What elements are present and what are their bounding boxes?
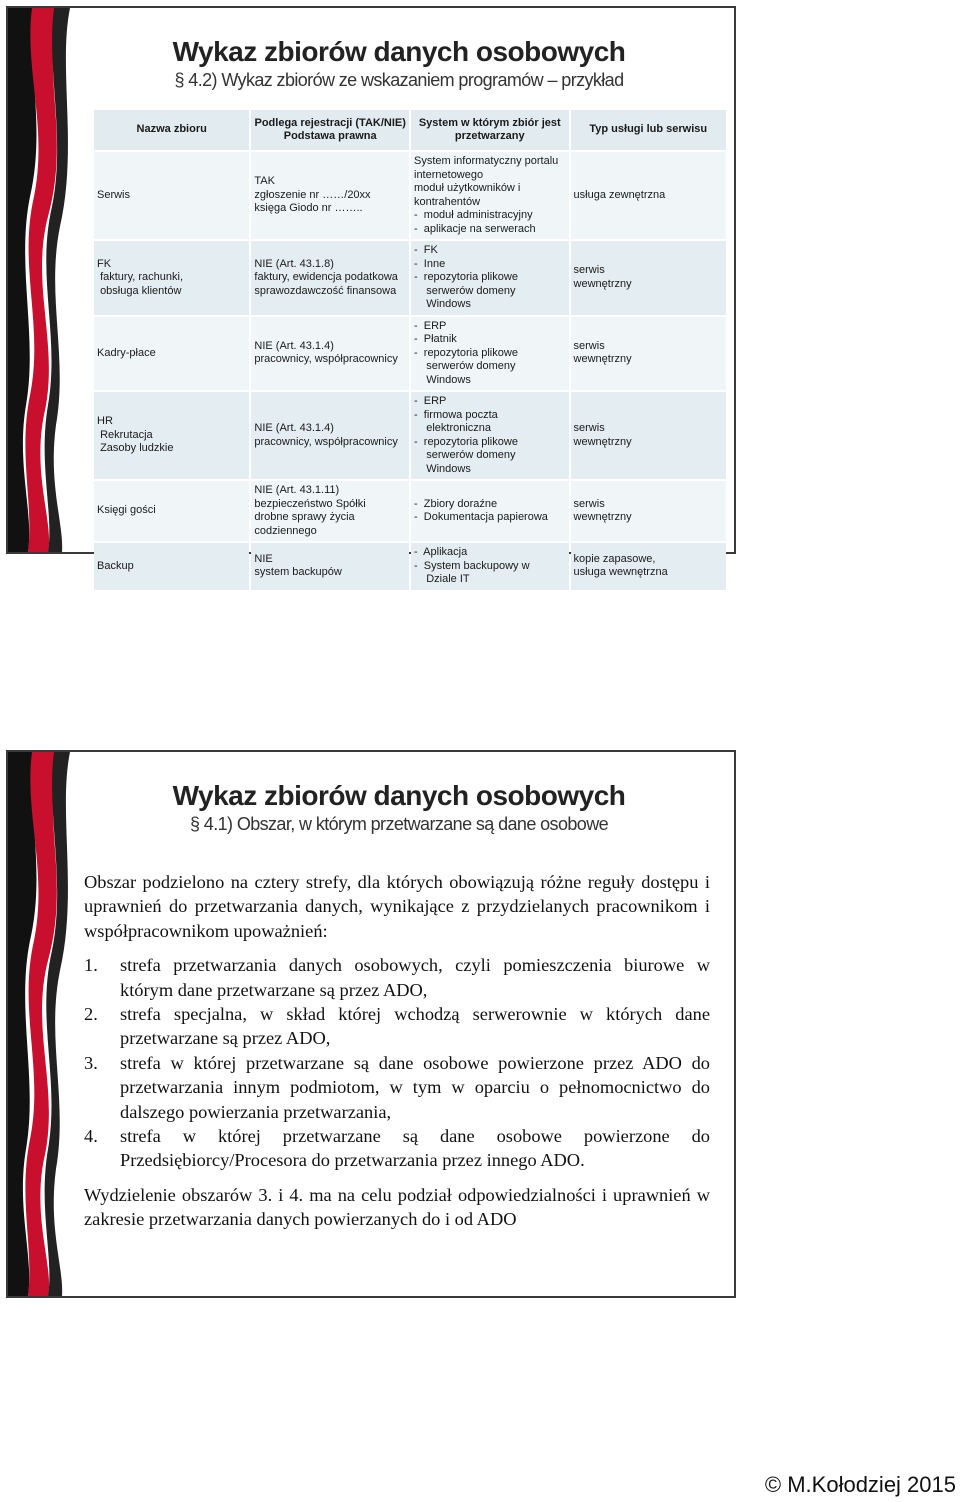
list-item: 3. strefa w której przetwarzane są dane osobowe powierzone przez ADO do przetwarzania innym podmiotom, w tym w oparciu o pełnomocnictwo do dalszego powierzania przetwarzania,	[84, 1052, 710, 1122]
cell-registration: NIE (Art. 43.1.4) pracownicy, współpracownicy	[251, 392, 409, 479]
cell-system: - ERP - firmowa poczta elektroniczna - repozytoria plikowe serwerów domeny Windows	[411, 392, 569, 479]
outro-paragraph: Wydzielenie obszarów 3. i 4. ma na celu podział odpowiedzialności i uprawnień w zakresie przetwarzania danych powierzanych do i od ADO	[84, 1184, 710, 1230]
cell-service-type: usługa zewnętrzna	[571, 152, 726, 239]
cell-registration: NIE system backupów	[251, 543, 409, 590]
page-subtitle: § 4.2) Wykaz zbiorów ze wskazaniem programów – przykład	[174, 70, 624, 90]
cell-name: Kadry-płace	[94, 317, 249, 391]
cell-registration: NIE (Art. 43.1.4) pracownicy, współpracownicy	[251, 317, 409, 391]
cell-service-type: serwis wewnętrzny	[571, 241, 726, 315]
registry-table	[92, 108, 728, 592]
table-header-row	[94, 110, 726, 150]
table-row	[94, 481, 726, 541]
cell-name: Serwis	[94, 152, 249, 239]
page-subtitle: § 4.1) Obszar, w którym przetwarzane są dane osobowe	[189, 814, 609, 834]
slide-registry	[6, 6, 736, 585]
slide-body	[84, 870, 710, 1232]
column-header-name: Nazwa zbioru	[94, 110, 249, 150]
table-row	[94, 543, 726, 590]
cell-system: - Aplikacja - System backupowy w Dziale IT	[411, 543, 569, 590]
table-row	[94, 152, 726, 239]
list-item: 2. strefa specjalna, w skład której wchodzą serwerownie w których dane przetwarzane są przez ADO,	[84, 1004, 710, 1049]
page-title: Wykaz zbiorów danych osobowych	[172, 780, 626, 811]
cell-registration: TAK zgłoszenie nr ……/20xx księga Giodo nr ……..	[251, 152, 409, 239]
list-item: 4. strefa w której przetwarzane są dane osobowe powierzone do Przedsiębiorcy/Procesora do przetwarzania przez innego ADO.	[84, 1126, 710, 1171]
slide-areas	[6, 750, 736, 1298]
column-header-registration: Podlega rejestracji (TAK/NIE) Podstawa prawna	[251, 110, 409, 150]
zone-list	[84, 953, 710, 1173]
cell-service-type: serwis wewnętrzny	[571, 481, 726, 541]
cell-name: HR Rekrutacja Zasoby ludzkie	[94, 392, 249, 479]
column-header-system: System w którym zbiór jest przetwarzany	[411, 110, 569, 150]
cell-registration: NIE (Art. 43.1.11) bezpieczeństwo Spółki drobne sprawy życia codziennego	[251, 481, 409, 541]
cell-name: Księgi gości	[94, 481, 249, 541]
page-title: Wykaz zbiorów danych osobowych	[172, 36, 626, 67]
cell-system: - Zbiory doraźne - Dokumentacja papierowa	[411, 481, 569, 541]
table-row	[94, 392, 726, 479]
cell-system: System informatyczny portalu internetowego moduł użytkowników i kontrahentów - moduł administracyjny - aplikacje na serwerach	[411, 152, 569, 239]
list-item: 1. strefa przetwarzania danych osobowych, czyli pomieszczenia biurowe w którym dane przetwarzane są przez ADO,	[84, 955, 710, 1000]
cell-system: - FK - Inne - repozytoria plikowe serwerów domeny Windows	[411, 241, 569, 315]
cell-name: Backup	[94, 543, 249, 590]
cell-system: - ERP - Płatnik - repozytoria plikowe serwerów domeny Windows	[411, 317, 569, 391]
copyright-text: © M.Kołodziej 2015	[764, 1472, 956, 1497]
table-row	[94, 241, 726, 315]
cell-name: FK faktury, rachunki, obsługa klientów	[94, 241, 249, 315]
table-row	[94, 317, 726, 391]
cell-service-type: serwis wewnętrzny	[571, 392, 726, 479]
cell-registration: NIE (Art. 43.1.8) faktury, ewidencja podatkowa sprawozdawczość finansowa	[251, 241, 409, 315]
cell-service-type: kopie zapasowe, usługa wewnętrzna	[571, 543, 726, 590]
column-header-service-type: Typ usługi lub serwisu	[571, 110, 726, 150]
intro-paragraph: Obszar podzielono na cztery strefy, dla których obowiązują różne reguły dostępu i uprawnień do przetwarzania danych, wynikające z przydzielanych pracownikom i współpracownikom upoważnień:	[84, 872, 710, 941]
cell-service-type: serwis wewnętrzny	[571, 317, 726, 391]
